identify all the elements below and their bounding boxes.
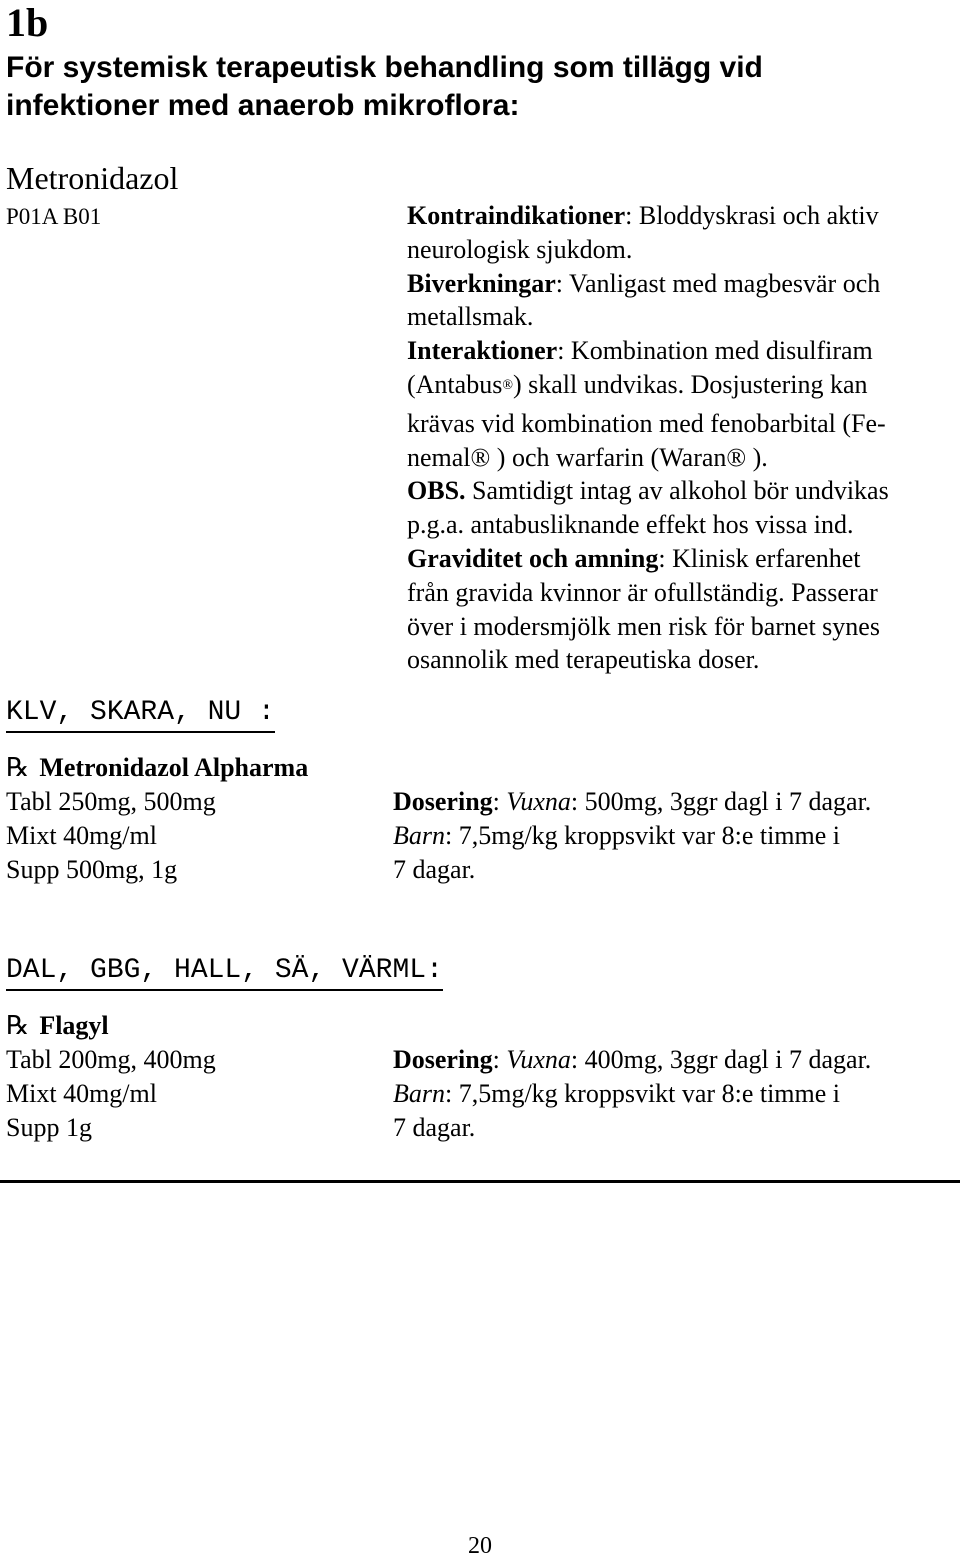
child-label: Barn (393, 1079, 445, 1108)
section-divider (0, 1180, 960, 1183)
dosing-label: Dosering (393, 787, 493, 816)
section-heading-line-1: För systemisk terapeutisk behandling som tillägg vid (6, 51, 763, 84)
adult-label: Vuxna (506, 787, 571, 816)
product-form-mixture: Mixt 40mg/ml (6, 1079, 157, 1108)
pregnancy-label: Graviditet och amning (407, 543, 659, 573)
interactions-line-4: nemal® ) och warfarin (Waran® ). (407, 442, 768, 472)
region-header-klv-skara-nu: KLV, SKARA, NU : (6, 696, 275, 733)
product-name-metronidazol-alpharma: ℞ Metronidazol Alpharma (6, 753, 309, 783)
rx-icon: ℞ (6, 753, 30, 783)
interactions-line-3: krävas vid kombination med fenobarbital (Fe- (407, 408, 886, 438)
section-heading-line-2: infektioner med anaerob mikroflora: (6, 89, 520, 122)
product-form-tablet: Tabl 250mg, 500mg (6, 787, 216, 816)
dosing-child-duration: 7 dagar. (393, 855, 476, 884)
region-header-dal-gbg-hall-sa-varml: DAL, GBG, HALL, SÄ, VÄRML: (6, 954, 443, 991)
obs-label: OBS. (407, 476, 466, 506)
pregnancy-line-3: över i modersmjölk men risk för barnet synes (407, 611, 880, 641)
contraindications-line-2: neurologisk sjukdom. (407, 234, 633, 264)
obs-line-1: OBS. Samtidigt intag av alkohol bör undvikas (407, 476, 889, 506)
product-name-flagyl: ℞ Flagyl (6, 1011, 109, 1041)
pregnancy-line-1: Graviditet och amning: Klinisk erfarenhet (407, 543, 861, 573)
interactions-label: Interaktioner (407, 336, 558, 366)
side-effects-line-2: metallsmak. (407, 302, 534, 332)
product-form-tablet: Tabl 200mg, 400mg (6, 1045, 216, 1074)
rx-icon: ℞ (6, 1011, 30, 1041)
side-effects-line-1: Biverkningar: Vanligast med magbesvär och (407, 268, 881, 298)
interactions-line-2: (Antabus®) skall undvikas. Dosjustering kan (407, 369, 868, 399)
side-effects-label: Biverkningar (407, 268, 556, 298)
page-number: 20 (468, 1533, 492, 1559)
registered-mark: ® (502, 377, 513, 393)
dosing-child: Barn: 7,5mg/kg kroppsvikt var 8:e timme i (393, 821, 841, 850)
contraindications-line-1: Kontraindikationer: Bloddyskrasi och aktiv (407, 201, 879, 230)
adult-label: Vuxna (506, 1045, 571, 1074)
interactions-line-1: Interaktioner: Kombination med disulfiram (407, 336, 873, 366)
product-form-suppository: Supp 1g (6, 1113, 92, 1142)
drug-info-block (407, 199, 957, 677)
dosing-adult: Dosering: Vuxna: 400mg, 3ggr dagl i 7 dagar. (393, 1045, 872, 1074)
pregnancy-line-4: osannolik med terapeutiska doser. (407, 645, 760, 675)
obs-line-2: p.g.a. antabusliknande effekt hos vissa ind. (407, 510, 854, 540)
pregnancy-line-2: från gravida kvinnor är ofullständig. Passerar (407, 577, 878, 607)
product-form-suppository: Supp 500mg, 1g (6, 855, 178, 884)
dosing-child: Barn: 7,5mg/kg kroppsvikt var 8:e timme i (393, 1079, 841, 1108)
child-label: Barn (393, 821, 445, 850)
dosing-label: Dosering (393, 1045, 493, 1074)
dosing-child-duration: 7 dagar. (393, 1113, 476, 1142)
dosing-adult: Dosering: Vuxna: 500mg, 3ggr dagl i 7 dagar. (393, 787, 872, 816)
product-form-mixture: Mixt 40mg/ml (6, 821, 157, 850)
contraindications-label: Kontraindikationer (407, 201, 626, 230)
drug-name: Metronidazol (6, 160, 179, 196)
section-number: 1b (6, 0, 49, 45)
atc-code: P01A B01 (6, 204, 102, 229)
